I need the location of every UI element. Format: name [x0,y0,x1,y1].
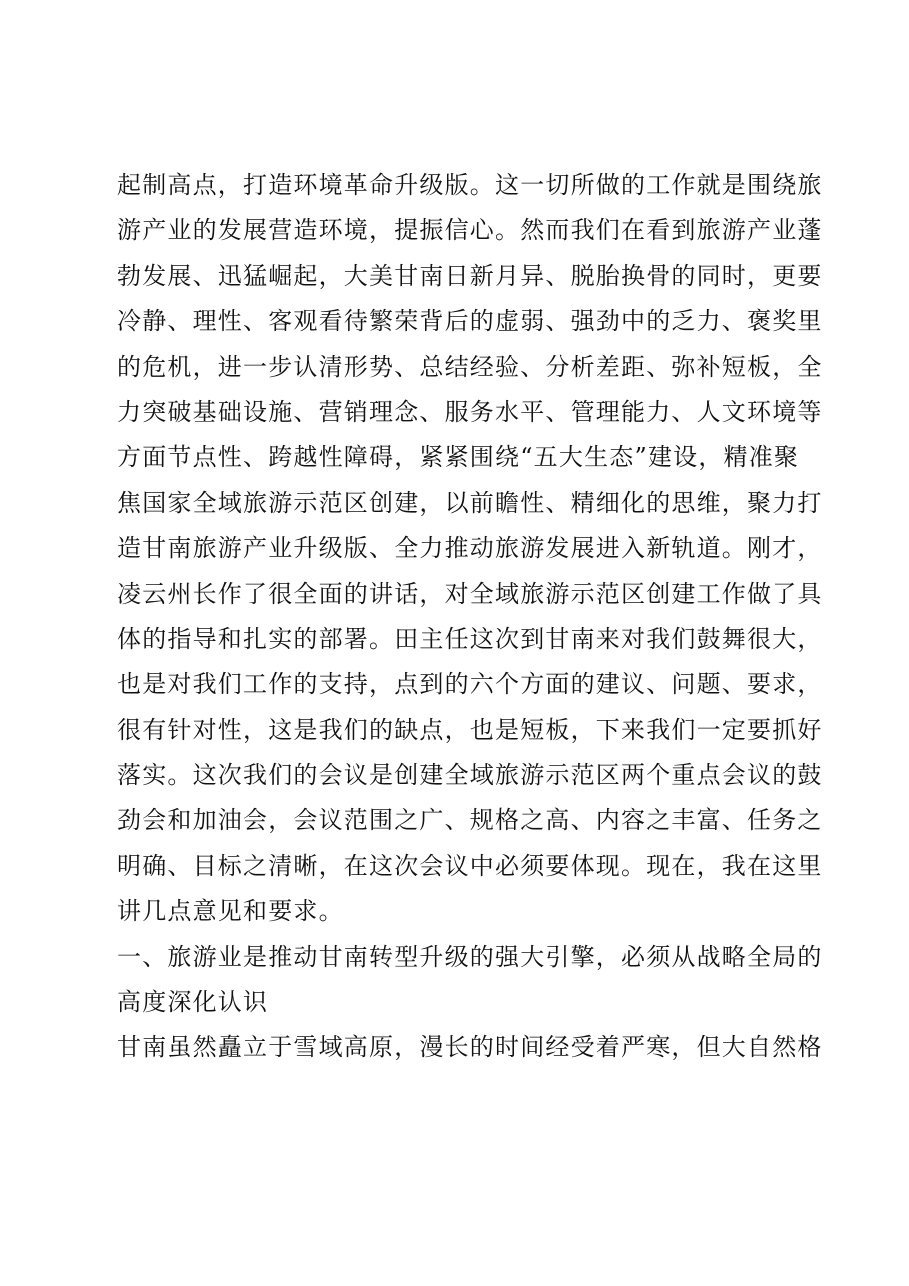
text-line: 冷静、理性、客观看待繁荣背后的虚弱、强劲中的乏力、褒奖里 [117,307,823,336]
text-line: 讲几点意见和要求。 [117,897,344,926]
section-heading-line: 高度深化认识 [117,988,269,1017]
text-line: 焦国家全域旅游示范区创建，以前瞻性、精细化的思维，聚力打 [117,488,823,517]
text-line: 力突破基础设施、营销理念、服务水平、管理能力、人文环境等 [117,397,823,426]
text-line: 的危机，进一步认清形势、总结经验、分析差距、弥补短板，全 [117,352,823,381]
text-line: 起制高点，打造环境革命升级版。这一切所做的工作就是围绕旅 [117,171,823,199]
text-line: 劲会和加油会，会议范围之广、规格之高、内容之丰富、任务之 [117,806,823,835]
text-line: 明确、目标之清晰，在这次会议中必须要体现。现在，我在这里 [117,851,823,880]
text-line: 很有针对性，这是我们的缺点，也是短板，下来我们一定要抓好 [117,715,823,744]
text-line: 游产业的发展营造环境，提振信心。然而我们在看到旅游产业蓬 [117,216,823,245]
text-line: 造甘南旅游产业升级版、全力推动旅游发展进入新轨道。刚才， [117,534,823,563]
text-line: 体的指导和扎实的部署。田主任这次到甘南来对我们鼓舞很大， [117,624,823,653]
section-heading-line: 一、旅游业是推动甘南转型升级的强大引擎，必须从战略全局的 [117,942,823,971]
text-line: 甘南虽然矗立于雪域高原，漫长的时间经受着严寒，但大自然格 [117,1033,823,1062]
text-line: 勃发展、迅猛崛起，大美甘南日新月异、脱胎换骨的同时，更要 [117,261,823,290]
text-line: 也是对我们工作的支持，点到的六个方面的建议、问题、要求， [117,670,823,699]
document-body [117,163,823,1071]
text-line: 凌云州长作了很全面的讲话，对全域旅游示范区创建工作做了具 [117,579,823,608]
text-line: 落实。这次我们的会议是创建全域旅游示范区两个重点会议的鼓 [117,761,823,790]
text-line: 方面节点性、跨越性障碍，紧紧围绕“五大生态”建设，精准聚 [117,443,800,472]
